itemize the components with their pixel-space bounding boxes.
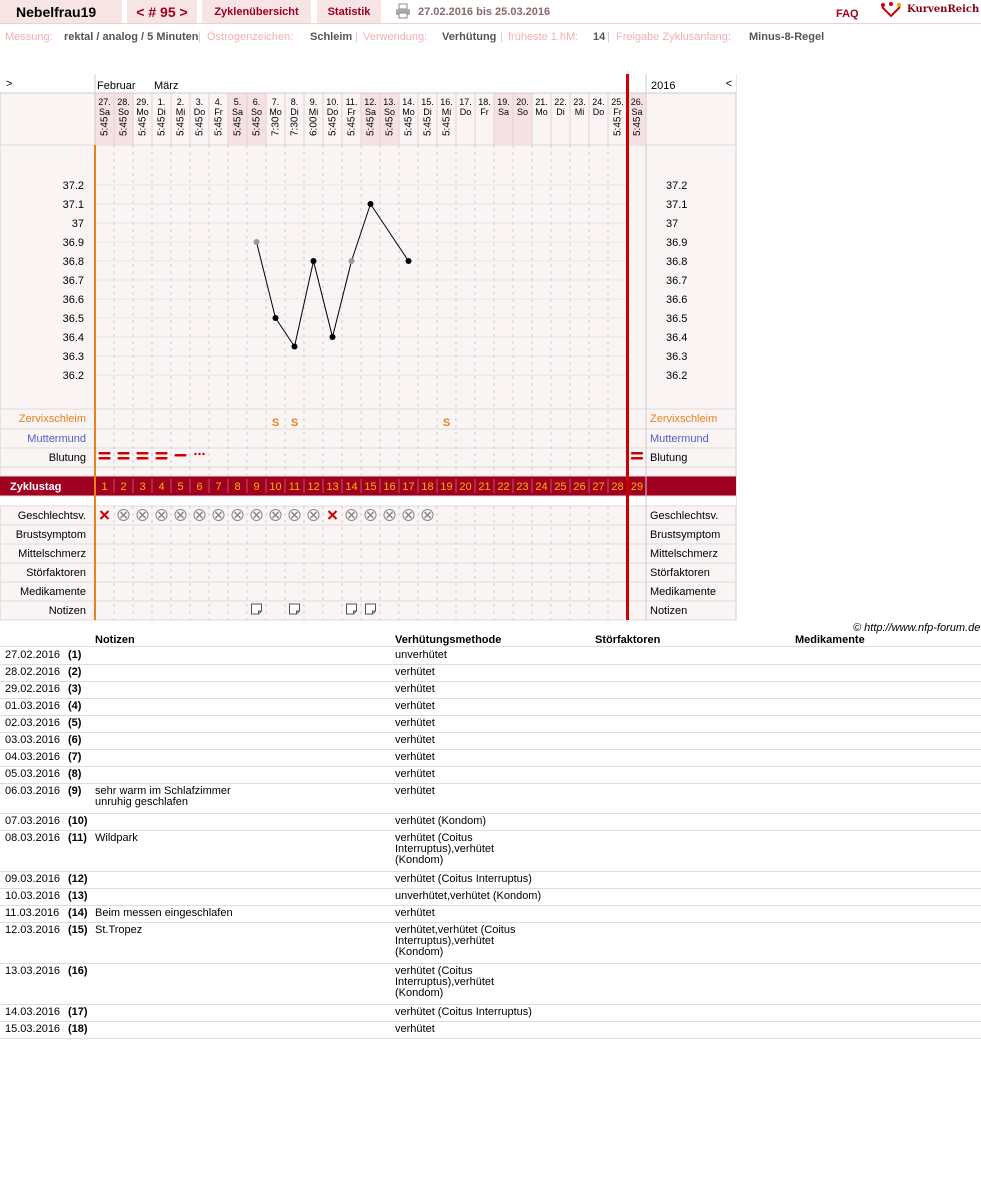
y-tick-label: 37.1 (666, 199, 688, 211)
bleeding-mark (118, 452, 130, 455)
time-label: 5:45 (175, 116, 187, 136)
weekday-label: Di (423, 107, 432, 117)
date-label: 26. (630, 97, 644, 107)
verwendung-value: Verhütung (442, 31, 497, 43)
bleeding-mark (156, 452, 168, 455)
row-method: verhütet (395, 751, 435, 763)
y-tick-label: 37.1 (62, 199, 84, 211)
row-divider (0, 715, 981, 716)
time-label: 5:45 (422, 116, 434, 136)
y-tick-label: 36.8 (666, 256, 688, 268)
date-label: 16. (440, 97, 453, 107)
temp-point (273, 315, 279, 321)
faq-link[interactable]: FAQ (836, 8, 859, 20)
row-label-brust: Brustsymptom (15, 529, 86, 541)
weekday-label: Sa (364, 107, 377, 117)
date-label: 22. (554, 97, 567, 107)
row-label-mutter: Muttermund (27, 433, 86, 445)
bleeding-mark (156, 457, 168, 460)
date-label: 17. (459, 97, 472, 107)
row-cycle-day: (17) (68, 1006, 88, 1018)
bleeding-mark (175, 454, 187, 457)
row-divider (0, 698, 981, 699)
bleeding-mark (631, 452, 643, 455)
weekday-label: Do (193, 107, 206, 117)
row-note: Beim messen eingeschlafen (95, 907, 233, 919)
row-cycle-day: (13) (68, 890, 88, 902)
weekday-label: Mo (136, 107, 149, 117)
row-date: 11.03.2016 (5, 907, 60, 919)
y-tick-label: 36.4 (666, 332, 688, 344)
y-tick-label: 36.9 (666, 237, 688, 249)
date-label: 20. (516, 97, 529, 107)
row-date: 04.03.2016 (5, 751, 61, 763)
row-divider (0, 1021, 981, 1022)
bleeding-mark (137, 452, 149, 455)
cycle-day-number: 17 (402, 481, 415, 493)
row-cycle-day: (15) (68, 924, 88, 936)
date-label: 25. (611, 97, 624, 107)
row-cycle-day: (18) (68, 1023, 88, 1035)
row-note: sehr warm im Schlafzimmer unruhig geschlafen (95, 785, 231, 808)
cycle-day-number: 9 (253, 481, 260, 493)
time-label: 6:00 (308, 116, 320, 136)
cycle-day-number: 28 (611, 481, 624, 493)
weekday-label: Sa (231, 107, 244, 117)
cycle-day-number: 23 (516, 481, 529, 493)
cycle-day-number: 5 (177, 481, 184, 493)
row-label-mutter: Muttermund (650, 433, 709, 445)
cycle-day-number: 10 (269, 481, 282, 493)
time-label: 5:45 (118, 116, 130, 136)
cycle-day-number: 6 (196, 481, 203, 493)
weekday-label: So (383, 107, 396, 117)
row-label-geschl: Geschlechtsv. (650, 510, 719, 522)
time-label: 7:30 (270, 116, 282, 136)
weekday-label: Do (592, 107, 605, 117)
bleeding-mark (631, 457, 643, 460)
row-method: verhütet (395, 717, 435, 729)
spotting-mark (202, 453, 204, 455)
date-label: 3. (195, 97, 204, 107)
cycle-day-number: 24 (535, 481, 548, 493)
header-divider (0, 646, 981, 647)
temp-point (311, 258, 317, 264)
row-method: verhütet (Coitus Interruptus),verhütet (Kondom) (395, 832, 495, 866)
y-tick-label: 37 (666, 218, 679, 230)
y-tick-label: 36.3 (62, 351, 84, 363)
row-method: unverhütet (395, 649, 447, 661)
time-label: 5:45 (232, 116, 244, 136)
y-tick-label: 36.7 (62, 275, 84, 287)
time-label: 5:45 (213, 116, 225, 136)
zervix-mark: S (442, 417, 451, 429)
row-date: 08.03.2016 (5, 832, 61, 844)
cycle-day-number: 22 (497, 481, 510, 493)
time-label: 5:45 (137, 116, 149, 136)
date-label: 2. (176, 97, 185, 107)
col-header-medikamente: Medikamente (795, 634, 865, 646)
row-method: verhütet (Coitus Interruptus) (395, 1006, 532, 1018)
weekday-label: Mo (535, 107, 548, 117)
weekday-label: Fr (347, 107, 356, 117)
time-label: 5:45 (384, 116, 396, 136)
row-divider (0, 766, 981, 767)
row-method: verhütet (395, 683, 435, 695)
cycle-day-number: 18 (421, 481, 434, 493)
row-method: verhütet (395, 700, 435, 712)
freigabe-label: Freigabe Zyklusanfang: (616, 31, 731, 43)
row-divider (0, 749, 981, 750)
row-method: verhütet (Coitus Interruptus) (395, 873, 532, 885)
row-method: unverhütet,verhütet (Kondom) (395, 890, 542, 902)
cycle-day-number: 27 (592, 481, 605, 493)
row-label-zyklustag: Zyklustag (10, 481, 62, 493)
row-divider (0, 681, 981, 682)
row-note: Wildpark (95, 832, 138, 844)
date-label: 8. (290, 97, 299, 107)
weekday-label: Mi (308, 107, 319, 117)
nav-prev-icon: > (6, 78, 13, 90)
cycle-nav[interactable]: < # 95 > (127, 0, 197, 23)
temp-point (254, 239, 260, 245)
row-date: 01.03.2016 (5, 700, 61, 712)
weekday-label: Mi (574, 107, 585, 117)
row-cycle-day: (4) (68, 700, 82, 712)
date-range: 27.02.2016 bis 25.03.2016 (418, 6, 551, 18)
cycle-day-number: 12 (307, 481, 320, 493)
date-label: 23. (573, 97, 586, 107)
kurvenreich-logo-icon (880, 1, 902, 19)
y-tick-label: 36.7 (666, 275, 688, 287)
meta-separator: | (198, 31, 201, 43)
date-label: 1. (157, 97, 166, 107)
row-cycle-day: (12) (68, 873, 88, 885)
time-label: 5:45 (346, 116, 358, 136)
date-label: 11. (345, 97, 358, 107)
row-method: verhütet (Kondom) (395, 815, 487, 827)
date-label: 9. (309, 97, 318, 107)
chart-background (0, 74, 736, 620)
row-method: verhütet (395, 1023, 435, 1035)
temp-point (330, 334, 336, 340)
note-icon (290, 604, 300, 614)
date-label: 29. (136, 97, 149, 107)
row-date: 29.02.2016 (5, 683, 61, 695)
date-label: 5. (233, 97, 242, 107)
weekday-label: Mo (269, 107, 282, 117)
oestrogen-value: Schleim (310, 31, 353, 43)
time-label: 5:45 (632, 116, 643, 136)
note-icon (252, 604, 262, 614)
row-divider (0, 888, 981, 889)
row-method: verhütet (395, 734, 435, 746)
row-label-stoer: Störfaktoren (26, 567, 86, 579)
y-tick-label: 36.8 (62, 256, 84, 268)
date-label: 27. (98, 97, 111, 107)
meta-separator: | (607, 31, 610, 43)
hm-value: 14 (593, 31, 606, 43)
time-label: 5:45 (194, 116, 206, 136)
spotting-mark (194, 453, 196, 455)
row-cycle-day: (5) (68, 717, 82, 729)
row-method: verhütet (395, 666, 435, 678)
temp-point (368, 201, 374, 207)
row-label-geschl: Geschlechtsv. (17, 510, 86, 522)
cycle-day-number: 11 (288, 481, 301, 493)
brand-name: KurvenReich (907, 4, 980, 15)
date-label: 15. (421, 97, 434, 107)
row-divider (0, 963, 981, 964)
zervix-mark: S (290, 417, 299, 429)
weekday-label: Fr (480, 107, 489, 117)
note-icon (347, 604, 357, 614)
row-date: 12.03.2016 (5, 924, 61, 936)
row-cycle-day: (9) (68, 785, 82, 797)
time-label: 5:45 (156, 116, 168, 136)
cycle-day-number: 20 (459, 481, 472, 493)
row-divider (0, 922, 981, 923)
time-label: 5:45 (612, 116, 624, 136)
row-date: 13.03.2016 (5, 965, 61, 977)
header-divider (0, 23, 981, 24)
cycle-day-number: 2 (120, 481, 127, 493)
weekday-label: Do (326, 107, 339, 117)
weekday-label: Sa (98, 107, 111, 117)
verwendung-label: Verwendung: (363, 31, 428, 43)
cycle-overview-link[interactable]: Zyklenübersicht (202, 0, 311, 23)
year-label: 2016 (651, 80, 676, 92)
y-tick-label: 36.5 (62, 313, 84, 325)
weekday-label: Fr (613, 107, 622, 117)
row-cycle-day: (11) (68, 832, 87, 844)
temp-point (349, 258, 355, 264)
meta-separator: | (355, 31, 358, 43)
row-label-medi: Medikamente (650, 586, 717, 598)
band-gap (0, 496, 736, 506)
nav-next-icon: < (725, 78, 732, 90)
row-divider (0, 905, 981, 906)
row-method: verhütet (Coitus Interruptus),verhütet (Kondom) (395, 965, 495, 999)
row-date: 02.03.2016 (5, 717, 61, 729)
cycle-day-number: 1 (101, 481, 108, 493)
row-method: verhütet (395, 785, 435, 797)
col-header-stoerfaktoren: Störfaktoren (595, 634, 661, 646)
weekday-label: Di (157, 107, 166, 117)
weekday-label: Di (290, 107, 299, 117)
copyright: © http://www.nfp-forum.de (853, 622, 981, 634)
row-divider (0, 664, 981, 665)
row-label-zervix: Zervixschleim (650, 413, 718, 425)
row-divider (0, 783, 981, 784)
weekday-label: Mo (402, 107, 415, 117)
bleeding-mark (99, 457, 111, 460)
cycle-day-number: 14 (345, 481, 358, 493)
cycle-chart (0, 74, 737, 622)
weekday-label: So (516, 107, 529, 117)
date-label: 4. (214, 97, 223, 107)
row-cycle-day: (6) (68, 734, 82, 746)
time-label: 5:45 (441, 116, 453, 136)
row-cycle-day: (10) (68, 815, 88, 827)
col-header-notizen: Notizen (95, 634, 135, 646)
row-label-zervix: Zervixschleim (18, 413, 86, 425)
spotting-mark (198, 453, 200, 455)
y-tick-label: 36.3 (666, 351, 688, 363)
date-label: 7. (271, 97, 280, 107)
meta-separator: | (500, 31, 503, 43)
cycle-day-number: 3 (139, 481, 146, 493)
weekday-label: So (117, 107, 130, 117)
row-method: verhütet (395, 907, 435, 919)
date-label: 24. (592, 97, 605, 107)
weekday-label: So (250, 107, 263, 117)
row-date: 14.03.2016 (5, 1006, 61, 1018)
row-date: 28.02.2016 (5, 666, 61, 678)
statistics-link[interactable]: Statistik (317, 0, 381, 23)
date-label: 14. (402, 97, 415, 107)
y-tick-label: 37.2 (62, 180, 84, 192)
weekday-label: Fr (214, 107, 223, 117)
date-label: 19. (497, 97, 510, 107)
cycle-day-number: 19 (440, 481, 453, 493)
cycle-day-number: 4 (158, 481, 165, 493)
row-label-stoer: Störfaktoren (650, 567, 710, 579)
row-cycle-day: (1) (68, 649, 82, 661)
row-date: 27.02.2016 (5, 649, 61, 661)
cycle-day-number: 7 (215, 481, 222, 493)
row-cycle-day: (14) (68, 907, 88, 919)
row-cycle-day: (7) (68, 751, 82, 763)
row-method: verhütet,verhütet (Coitus Interruptus),verhütet (Kondom) (395, 924, 516, 958)
hm-label: früheste 1.hM: (508, 31, 579, 43)
y-tick-label: 36.6 (62, 294, 84, 306)
row-divider (0, 1004, 981, 1005)
row-date: 06.03.2016 (5, 785, 61, 797)
row-cycle-day: (2) (68, 666, 82, 678)
date-label: 21. (535, 97, 548, 107)
freigabe-value: Minus-8-Regel (749, 31, 825, 43)
row-label-blutung: Blutung (48, 452, 86, 464)
cycle-day-number: 21 (478, 481, 491, 493)
bleeding-mark (99, 452, 111, 455)
time-label: 5:45 (251, 116, 263, 136)
row-label-notizen: Notizen (48, 605, 86, 617)
row-note: St.Tropez (95, 924, 143, 936)
row-label-blutung: Blutung (650, 452, 688, 464)
y-tick-label: 37 (71, 218, 84, 230)
oestrogen-label: Östrogenzeichen: (207, 31, 294, 43)
time-label: 5:45 (403, 116, 415, 136)
row-date: 03.03.2016 (5, 734, 61, 746)
row-method: verhütet (395, 768, 435, 780)
weekday-label: Do (459, 107, 472, 117)
row-label-medi: Medikamente (19, 586, 86, 598)
date-label: 6. (252, 97, 261, 107)
row-divider (0, 732, 981, 733)
cycle-day-number: 8 (234, 481, 241, 493)
weekday-label: Di (556, 107, 565, 117)
temp-point (406, 258, 412, 264)
bleeding-mark (118, 457, 130, 460)
cycle-day-number: 16 (383, 481, 396, 493)
bleeding-mark (137, 457, 149, 460)
month-label: Februar (97, 80, 136, 92)
col-header-methode: Verhütungsmethode (395, 634, 502, 646)
date-label: 10. (326, 97, 339, 107)
month-label: März (154, 80, 179, 92)
row-label-mittel: Mittelschmerz (650, 548, 718, 560)
date-label: 12. (364, 97, 377, 107)
row-date: 15.03.2016 (5, 1023, 61, 1035)
weekday-label: Sa (631, 107, 643, 117)
row-label-brust: Brustsymptom (650, 529, 721, 541)
username-title: Nebelfrau19 (0, 0, 122, 23)
row-date: 09.03.2016 (5, 873, 61, 885)
cycle-day-number: 29 (630, 481, 644, 493)
row-divider (0, 813, 981, 814)
row-date: 10.03.2016 (5, 890, 61, 902)
time-label: 5:45 (327, 116, 339, 136)
messung-value: rektal / analog / 5 Minuten (64, 31, 199, 43)
y-tick-label: 37.2 (666, 180, 688, 192)
row-cycle-day: (8) (68, 768, 82, 780)
row-label-notizen: Notizen (650, 605, 688, 617)
row-date: 05.03.2016 (5, 768, 61, 780)
zervix-mark: S (271, 417, 280, 429)
note-icon (366, 604, 376, 614)
printer-icon[interactable] (395, 3, 411, 19)
weekday-label: Mi (441, 107, 452, 117)
cycle-day-number: 26 (573, 481, 586, 493)
y-tick-label: 36.4 (62, 332, 84, 344)
y-tick-label: 36.2 (666, 370, 688, 382)
time-label: 7:30 (289, 116, 301, 136)
y-tick-label: 36.5 (666, 313, 688, 325)
y-tick-label: 36.2 (62, 370, 84, 382)
cycle-day-number: 13 (326, 481, 339, 493)
y-tick-label: 36.6 (666, 294, 688, 306)
row-divider (0, 830, 981, 831)
cycle-day-number: 15 (364, 481, 377, 493)
row-label-mittel: Mittelschmerz (18, 548, 86, 560)
time-label: 5:45 (365, 116, 377, 136)
row-divider (0, 1038, 981, 1039)
date-label: 13. (383, 97, 396, 107)
row-cycle-day: (16) (68, 965, 88, 977)
date-label: 18. (478, 97, 491, 107)
row-date: 07.03.2016 (5, 815, 61, 827)
weekday-label: Sa (497, 107, 510, 117)
date-label: 28. (117, 97, 130, 107)
temp-point (292, 344, 298, 350)
y-tick-label: 36.9 (62, 237, 84, 249)
weekday-label: Mi (175, 107, 186, 117)
messung-label: Messung: (5, 31, 53, 43)
cycle-day-number: 25 (554, 481, 567, 493)
time-label: 5:45 (99, 116, 111, 136)
row-cycle-day: (3) (68, 683, 82, 695)
row-divider (0, 871, 981, 872)
